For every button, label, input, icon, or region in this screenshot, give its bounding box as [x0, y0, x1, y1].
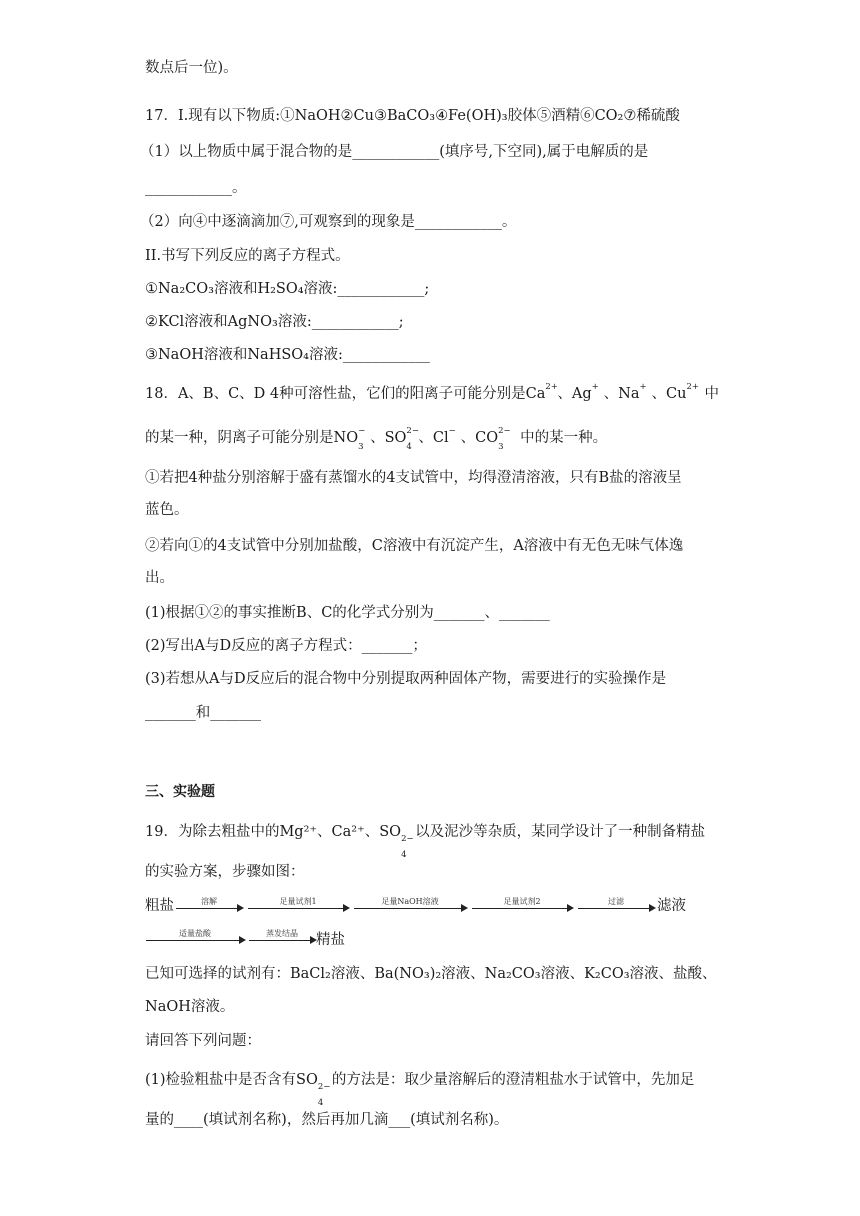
question-18-condition-2: ②若向①的4支试管中分别加盐酸，C溶液中有沉淀产生，A溶液中有无色无味气体逸: [145, 538, 684, 554]
section-heading: 三、实验题: [145, 784, 215, 800]
flow-arrow: [248, 908, 348, 909]
flow-step-label: 足量试剂2: [503, 897, 541, 906]
flow-arrow: [578, 908, 654, 909]
ionic-equation-1: ①Na₂CO₃溶液和H₂SO₄溶液:____________;: [145, 281, 430, 297]
ion-anion-2: Cl −: [432, 426, 456, 446]
flow-arrow: [249, 940, 315, 941]
question-19-sub-1b: 量的____(填试剂名称)，然后再加几滴___(填试剂名称)。: [145, 1112, 509, 1128]
ion-cation-0: Ca 2+: [525, 382, 558, 402]
ion-separator: 、: [418, 430, 433, 446]
ionic-equation-2: ②KCl溶液和AgNO₃溶液:____________;: [145, 314, 404, 330]
question-19-sub-1: (1)检验粗盐中是否含有SO 2− 4 的方法是：取少量溶解后的澄清粗盐水于试管中，先加足: [145, 1072, 695, 1108]
flow-arrow: [354, 908, 466, 909]
question-19-intro-b: 的实验方案，步骤如图：: [145, 864, 305, 880]
ion-separator: 、: [651, 386, 666, 402]
cation-list: [525, 382, 699, 402]
reagent-list-b: NaOH溶液。: [145, 999, 235, 1015]
flow-mid-node: 滤液: [657, 898, 686, 914]
ion-cation-3: Cu 2+: [666, 382, 699, 402]
question-17-part1-blank: ____________。: [145, 180, 247, 196]
flow-arrow: [146, 940, 244, 941]
flow-step-label: 足量NaOH溶液: [381, 897, 439, 906]
ion-anion-0: NO − 3: [333, 426, 366, 452]
flow-step-label: 溶解: [201, 897, 217, 906]
ion-cation-1: Ag +: [571, 382, 599, 402]
ion-anion-1: SO 2− 4: [384, 426, 419, 452]
flow-start-node: 粗盐: [145, 898, 174, 914]
ion-cation-2: Na +: [618, 382, 647, 402]
flow-arrow: [472, 908, 572, 909]
question-19-sub-1-text-end: 的方法是：取少量溶解后的澄清粗盐水于试管中，先加足: [331, 1072, 695, 1088]
question-18-sub-3b: _______和_______: [145, 705, 261, 721]
question-19-text-end: 以及泥沙等杂质，某同学设计了一种制备精盐: [415, 824, 706, 840]
question-18-anions: [145, 426, 608, 452]
question-18-sub-1: (1)根据①②的事实推断B、C的化学式分别为_______、_______: [145, 605, 550, 621]
ion-separator: 、: [460, 430, 476, 446]
question-17-section-ii: II.书写下列反应的离子方程式。: [145, 248, 350, 264]
reagent-list: 已知可选择的试剂有：BaCl₂溶液、Ba(NO₃)₂溶液、Na₂CO₃溶液、K₂CO₃溶液、盐酸、: [145, 966, 717, 982]
question-18-condition-1: ①若把4种盐分别溶解于盛有蒸馏水的4支试管中，均得澄清溶液，只有B盐的溶液呈: [145, 470, 682, 486]
ionic-equation-3: ③NaOH溶液和NaHSO₄溶液:____________: [145, 347, 430, 363]
flow-step-label: 适量盐酸: [179, 929, 211, 938]
question-19-text: 19．为除去粗盐中的Mg²⁺、Ca²⁺、SO: [145, 824, 402, 840]
flow-step-label: 蒸发结晶: [266, 929, 298, 938]
question-17-intro: 17．I.现有以下物质:①NaOH②Cu③BaCO₃④Fe(OH)₃胶体⑤酒精⑥CO₂⑦稀硫酸: [145, 108, 680, 124]
question-18-condition-1b: 蓝色。: [145, 502, 189, 518]
question-19-sub-1-text: (1)检验粗盐中是否含有SO: [145, 1072, 318, 1088]
question-18-text-end: 中: [704, 386, 719, 402]
ion-anion-3: CO 2− 3: [475, 426, 511, 452]
flow-end-node: 精盐: [316, 932, 345, 948]
question-18-sub-3: (3)若想从A与D反应后的混合物中分别提取两种固体产物，需要进行的实验操作是: [145, 671, 667, 687]
flow-step-label: 过滤: [608, 897, 624, 906]
flow-step-label: 足量试剂1: [279, 897, 317, 906]
question-18-condition-2b: 出。: [145, 570, 174, 586]
flow-arrow: [176, 908, 242, 909]
instruction-text: 请回答下列问题：: [145, 1033, 261, 1049]
anion-text-end: 中的某一种。: [520, 430, 608, 446]
question-18-sub-2: (2)写出A与D反应的离子方程式：_______；: [145, 638, 427, 654]
question-18-intro: [145, 384, 719, 404]
ion-separator: 、: [557, 386, 572, 402]
anion-list: [333, 426, 511, 452]
question-18-text: 18．A、B、C、D 4种可溶性盐，它们的阳离子可能分别是: [145, 386, 526, 402]
question-17-part2: （2）向④中逐滴滴加⑦,可观察到的现象是____________。: [140, 214, 517, 230]
question-17-part1: （1）以上物质中属于混合物的是____________(填序号,下空同),属于电解质的是: [140, 144, 649, 160]
question-19-intro: 19．为除去粗盐中的Mg²⁺、Ca²⁺、SO 2− 4 以及泥沙等杂质，某同学设计了一种制备精盐: [145, 824, 706, 860]
text-line: 数点后一位)。: [145, 60, 238, 76]
ion-separator: 、: [370, 430, 385, 446]
ion-separator: 、: [603, 386, 619, 402]
anion-text: 的某一种，阴离子可能分别是: [145, 430, 334, 446]
